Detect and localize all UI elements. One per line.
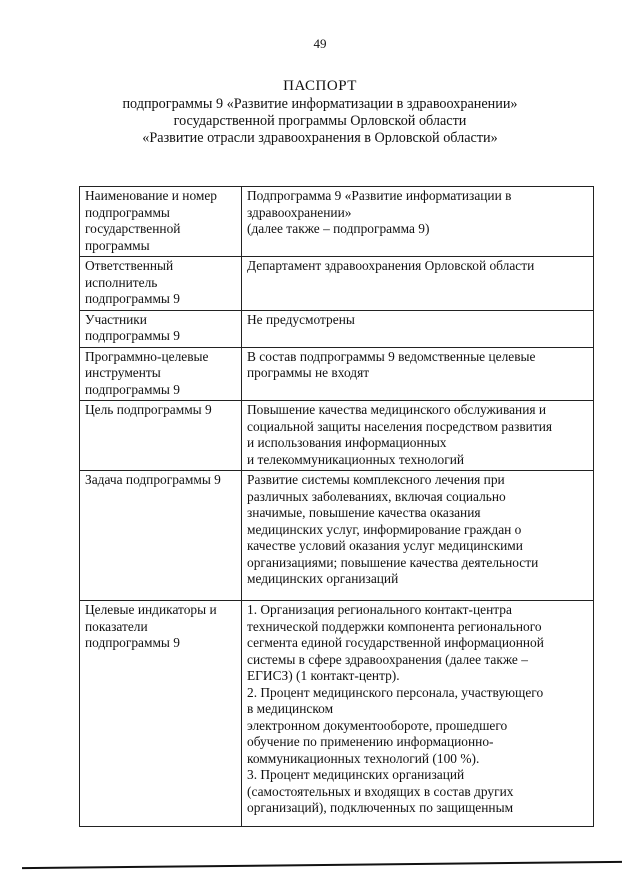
row-value-cell xyxy=(242,601,594,827)
row-value-cell xyxy=(242,401,594,471)
row-value-line: программы не входят xyxy=(247,365,370,380)
table-row xyxy=(80,347,594,401)
row-value-cell xyxy=(242,257,594,311)
row-value-line: социальной защиты населения посредством развития xyxy=(247,418,553,434)
row-value-line: организаций), подключенных по защищенным xyxy=(247,800,514,815)
page-number: 49 xyxy=(313,36,327,51)
row-value-line: (самостоятельных и входящих в состав других xyxy=(247,783,514,799)
row-value-line: Не предусмотрены xyxy=(247,311,355,327)
row-label-line: Целевые индикаторы и xyxy=(85,602,217,617)
row-value-cell xyxy=(242,310,594,347)
row-value-line: 1. Организация регионального контакт-центра xyxy=(247,602,512,617)
row-label-line: Программно-целевые xyxy=(85,348,209,364)
row-value-cell xyxy=(242,187,594,257)
document-title-block xyxy=(0,78,640,147)
row-value-line: Департамент здравоохранения Орловской области xyxy=(247,258,535,273)
row-value-line: Повышение качества медицинского обслуживания и xyxy=(247,402,547,417)
row-label-line: подпрограммы 9 xyxy=(85,291,180,306)
row-label-line: Цель подпрограммы 9 xyxy=(85,402,212,417)
row-label-line: подпрограммы 9 xyxy=(85,635,180,650)
row-label-line: государственной xyxy=(85,221,181,236)
row-value-line: коммуникационных технологий (100 %). xyxy=(247,750,480,766)
table-row xyxy=(80,257,594,311)
row-label-line: подпрограммы 9 xyxy=(85,381,180,397)
table-row xyxy=(80,187,594,257)
row-label-line: Участники xyxy=(85,311,147,327)
row-label-line: инструменты xyxy=(85,365,161,380)
row-value-line: Развитие системы комплексного лечения при xyxy=(247,472,505,487)
row-label-cell xyxy=(80,401,242,471)
page-bottom-rule xyxy=(22,861,622,869)
row-value-line: технической поддержки компонента регионального xyxy=(247,618,542,634)
row-label-line: подпрограммы xyxy=(85,204,170,220)
row-value-line: сегмента единой государственной информационной xyxy=(247,635,544,650)
row-label-line: Задача подпрограммы 9 xyxy=(85,472,221,487)
row-value-line: В состав подпрограммы 9 ведомственные целевые xyxy=(247,348,536,364)
subtitle-line-2: государственной программы Орловской области xyxy=(173,113,467,129)
row-value-line: медицинских организаций xyxy=(247,571,399,586)
row-label-cell xyxy=(80,310,242,347)
subtitle-line-3: «Развитие отрасли здравоохранения в Орловской области» xyxy=(142,130,498,146)
row-value-line: и телекоммуникационных технологий xyxy=(247,451,465,467)
row-value-cell xyxy=(242,347,594,401)
row-value-line: 3. Процент медицинских организаций xyxy=(247,767,465,782)
row-value-line: организациями; повышение качества деятельности xyxy=(247,554,539,570)
row-label-line: Наименование и номер xyxy=(85,188,218,203)
row-value-line: значимые, повышение качества оказания xyxy=(247,505,481,520)
row-label-line: Ответственный xyxy=(85,258,174,273)
row-label-line: программы xyxy=(85,237,150,253)
row-value-line: обучение по применению информационно- xyxy=(247,734,494,749)
subtitle-line-1: подпрограммы 9 «Развитие информатизации в здравоохранении» xyxy=(122,96,518,112)
document-title: ПАСПОРТ xyxy=(283,78,357,94)
row-label-line: подпрограммы 9 xyxy=(85,328,180,343)
row-value-line: и использования информационных xyxy=(247,435,447,450)
row-value-line: качестве условий оказания услуг медицинскими xyxy=(247,538,523,553)
row-value-line: в медицинском xyxy=(247,701,334,716)
row-value-line: электронном документообороте, прошедшего xyxy=(247,717,508,733)
row-value-line: системы в сфере здравоохранения (далее также – xyxy=(247,651,528,667)
row-label-line: показатели xyxy=(85,618,148,634)
row-value-line: 2. Процент медицинского персонала, участвующего xyxy=(247,684,544,700)
row-value-line: различных заболеваниях, включая социально xyxy=(247,488,506,504)
row-value-line: Подпрограмма 9 «Развитие информатизации в xyxy=(247,188,512,203)
row-value-line: ЕГИСЗ) (1 контакт-центр). xyxy=(247,668,400,683)
row-value-line: медицинских услуг, информирование граждан о xyxy=(247,521,522,537)
row-label-cell xyxy=(80,187,242,257)
row-value-line: (далее также – подпрограмма 9) xyxy=(247,221,430,236)
row-value-line: здравоохранении» xyxy=(247,204,352,220)
table-row xyxy=(80,471,594,601)
row-label-cell xyxy=(80,347,242,401)
row-label-cell xyxy=(80,257,242,311)
passport-table xyxy=(79,186,594,827)
row-label-cell xyxy=(80,601,242,827)
table-row xyxy=(80,310,594,347)
row-value-cell xyxy=(242,471,594,601)
table-row xyxy=(80,601,594,827)
table-row xyxy=(80,401,594,471)
row-label-line: исполнитель xyxy=(85,274,158,290)
row-label-cell xyxy=(80,471,242,601)
